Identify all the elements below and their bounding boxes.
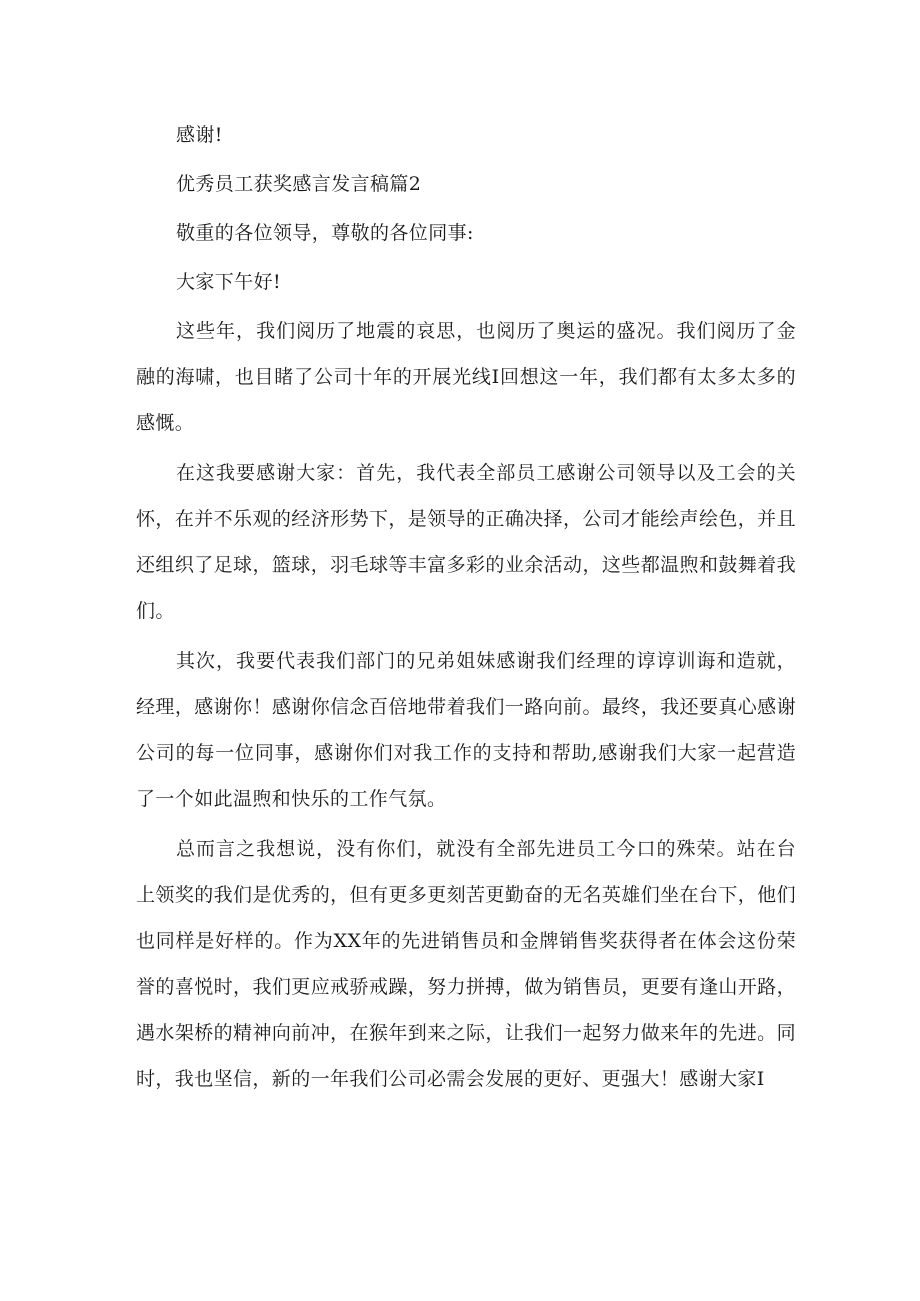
paragraph-1: 这些年，我们阅历了地震的哀思，也阅历了奥运的盛况。我们阅历了金融的海啸，也目睹了公司十年的开展光线I回想这一年，我们都有太多太多的感慨。 <box>136 320 796 434</box>
paragraph-2: 在这我要感谢大家：首先，我代表全部员工感谢公司领导以及工会的关怀，在并不乐观的经济形势下，是领导的正确决择，公司才能绘声绘色，并且还组织了足球，篮球，羽毛球等丰富多彩的业余活动，这些都温煦和鼓舞着我们。 <box>136 462 796 622</box>
salutation: 敬重的各位领导，尊敬的各位同事: <box>176 222 474 244</box>
section-title: 优秀员工获奖感言发言稿篇2 <box>176 173 422 195</box>
greeting: 大家下午好! <box>176 271 282 293</box>
paragraph-3: 其次，我要代表我们部门的兄弟姐妹感谢我们经理的谆谆训诲和造就，经理，感谢你！感谢你信念百倍地带着我们一路向前。最终，我还要真心感谢公司的每一位同事，感谢你们对我工作的支持和帮助,感谢我们大家一起营造了一个如此温煦和快乐的工作气氛。 <box>136 650 796 810</box>
closing-thanks: 感谢! <box>176 124 223 146</box>
document-body <box>136 112 796 1106</box>
paragraph-4: 总而言之我想说，没有你们，就没有全部先进员工今口的殊荣。站在台上领奖的我们是优秀的，但有更多更刻苦更勤奋的无名英雄们坐在台下，他们也同样是好样的。作为XX年的先进销售员和金牌销售奖获得者在体会这份荣誉的喜悦时，我们更应戒骄戒躁，努力拼搏，做为销售员，更要有逢山开路，遇水架桥的精神向前冲，在猴年到来之际，让我们一起努力做来年的先进。同时，我也坚信，新的一年我们公司必需会发展的更好、更强大！感谢大家I <box>136 838 796 1090</box>
